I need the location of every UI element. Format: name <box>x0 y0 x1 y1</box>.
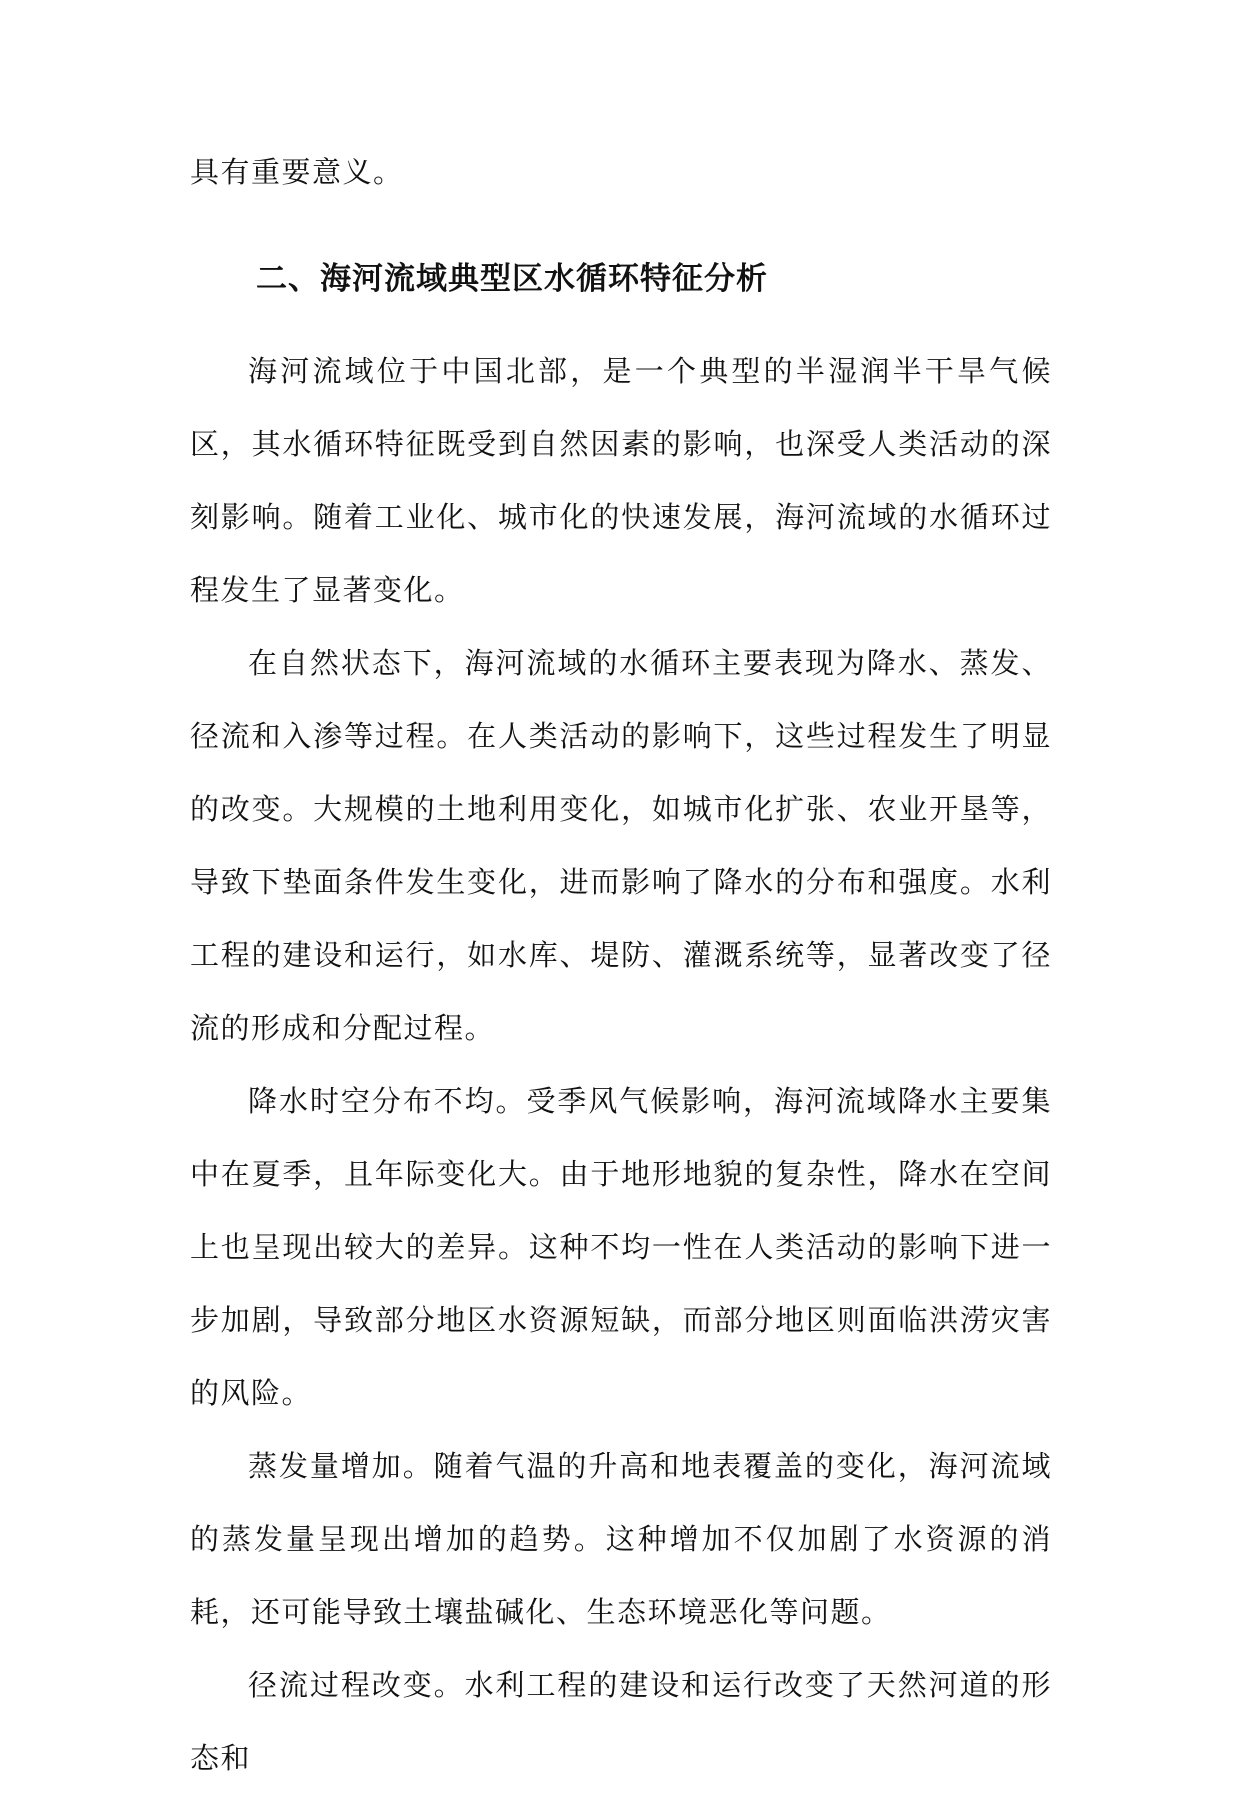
paragraph: 海河流域位于中国北部，是一个典型的半湿润半干旱气候区，其水循环特征既受到自然因素的影响，也深受人类活动的深刻影响。随着工业化、城市化的快速发展，海河流域的水循环过程发生了显著变化。 <box>190 354 1052 607</box>
paragraph: 在自然状态下，海河流域的水循环主要表现为降水、蒸发、径流和入渗等过程。在人类活动的影响下，这些过程发生了明显的改变。大规模的土地利用变化，如城市化扩张、农业开垦等，导致下垫面条件发生变化，进而影响了降水的分布和强度。水利工程的建设和运行，如水库、堤防、灌溉系统等，显著改变了径流的形成和分配过程。 <box>190 646 1052 1045</box>
lead-paragraph: 具有重要意义。 <box>190 155 404 189</box>
body-text-block <box>190 335 1052 1795</box>
paragraph: 降水时空分布不均。受季风气候影响，海河流域降水主要集中在夏季，且年际变化大。由于地形地貌的复杂性，降水在空间上也呈现出较大的差异。这种不均一性在人类活动的影响下进一步加剧，导致部分地区水资源短缺，而部分地区则面临洪涝灾害的风险。 <box>190 1084 1052 1410</box>
lead-text-block <box>190 136 1052 209</box>
section-heading: 二、海河流域典型区水循环特征分析 <box>256 261 768 297</box>
paragraph: 蒸发量增加。随着气温的升高和地表覆盖的变化，海河流域的蒸发量呈现出增加的趋势。这种增加不仅加剧了水资源的消耗，还可能导致土壤盐碱化、生态环境恶化等问题。 <box>190 1449 1052 1629</box>
paragraph: 径流过程改变。水利工程的建设和运行改变了天然河道的形态和 <box>190 1668 1052 1775</box>
